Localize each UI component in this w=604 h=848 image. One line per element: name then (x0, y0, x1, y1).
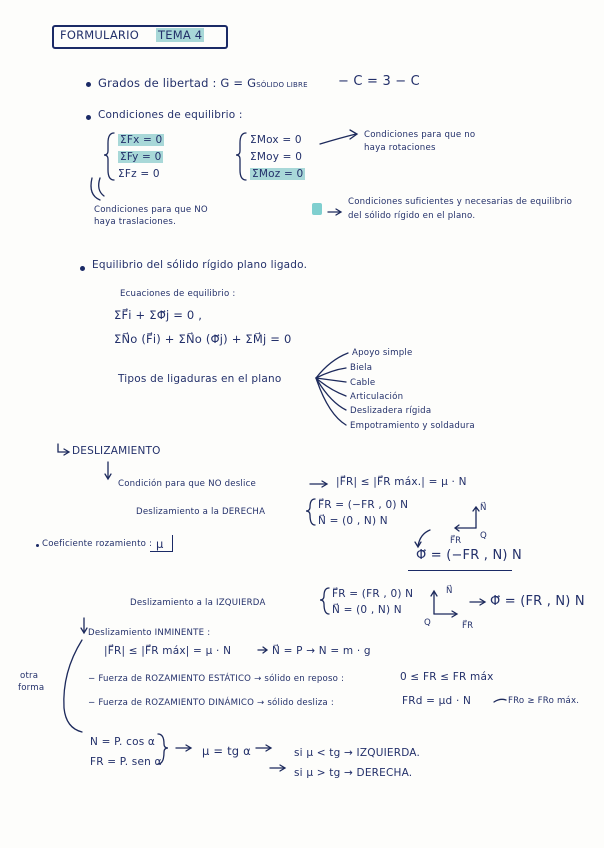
eq-fx-text: ΣFx = 0 (120, 134, 163, 146)
mu-tg: μ = tg α (202, 744, 251, 758)
axis-n-label-2: N⃗ (446, 586, 453, 596)
bullet (86, 115, 91, 120)
eq-moz-text: ΣMoz = 0 (252, 168, 304, 180)
desl-derecha: Deslizamiento a la DERECHA (136, 507, 266, 517)
der-fr: F⃗R = (−FR , 0) N (318, 499, 409, 511)
dinamico: − Fuerza de ROZAMIENTO DINÁMICO → sólido desliza : (88, 698, 334, 708)
eq-fy-text: ΣFy = 0 (120, 151, 162, 163)
coef-label: Coeficiente rozamiento : (42, 539, 153, 549)
estatico-eq: 0 ≤ FR ≤ FR máx (400, 671, 494, 683)
ecuaciones: Ecuaciones de equilibrio : (120, 289, 236, 299)
tipos: Tipos de ligaduras en el plano (118, 373, 282, 385)
forma: forma (18, 683, 45, 693)
lig-5: Empotramiento y soldadura (350, 421, 475, 431)
izq-fr: F⃗R = (FR , 0) N (332, 588, 414, 600)
lig-3: Articulación (350, 392, 404, 402)
inm-eq: |F⃗R| ≤ |F⃗R máx| = μ · N (104, 645, 232, 657)
axis-fr-label: F⃗R (450, 536, 462, 546)
dinamico-eq: FRd = μd · N (402, 695, 472, 707)
no-tras: Condiciones para que NO (94, 205, 208, 215)
eq-mox: ΣMox = 0 (250, 134, 302, 146)
der-n: N⃗ = (0 , N) N (318, 515, 388, 527)
subtitle (156, 28, 204, 42)
si-derecha: si μ > tg → DERECHA. (294, 767, 413, 779)
lig-4: Deslizadera rígida (350, 406, 432, 416)
lig-1: Biela (350, 363, 373, 373)
izq-n: N⃗ = (0 , N) N (332, 604, 402, 616)
highlight-mark (312, 203, 322, 215)
sec2-title: Equilibrio del sólido rígido plano ligado. (92, 259, 308, 271)
inminente: Deslizamiento INMINENTE : (88, 628, 211, 638)
suficientes: Condiciones suficientes y necesarias de equilibrio (348, 197, 573, 207)
grados-text (98, 76, 308, 90)
eq-fy (118, 151, 163, 163)
mu-box (150, 535, 173, 552)
suficientes2: del sólido rígido en el plano. (348, 211, 476, 221)
sec3-title: DESLIZAMIENTO (72, 445, 161, 457)
eq-fz: ΣFz = 0 (118, 168, 160, 180)
n-eq: N = P. cos α (90, 736, 156, 748)
eq-fx (118, 134, 164, 146)
lig-0: Apoyo simple (352, 348, 413, 358)
eq-moz (250, 168, 305, 180)
phi-underline (408, 544, 512, 571)
title: FORMULARIO (60, 28, 139, 42)
grados-sub: SÓLIDO LIBRE (256, 81, 308, 89)
axis-n-label: N⃗ (480, 503, 487, 513)
bullet (80, 266, 85, 271)
bullet (86, 82, 91, 87)
fr-eq: FR = P. sen α (90, 756, 162, 768)
phi-derecha: Φ⃗ = (−FR , N) N (416, 548, 522, 563)
estatico-text: Fuerza de ROZAMIENTO ESTÁTICO (98, 674, 252, 684)
dinamico-text: Fuerza de ROZAMIENTO DINÁMICO (98, 698, 255, 708)
axis-q-label: Q (480, 531, 487, 541)
grados-eq: − C = 3 − C (338, 74, 420, 89)
eq-moy: ΣMoy = 0 (250, 151, 303, 163)
no-rot2: haya rotaciones (364, 143, 436, 153)
estatico: − Fuerza de ROZAMIENTO ESTÁTICO → sólido en reposo : (88, 674, 345, 684)
estatico-cond: sólido en reposo : (264, 674, 345, 684)
inm-n: N⃗ = P → N = m · g (272, 645, 371, 657)
bullet (36, 544, 39, 547)
axis-q-label-2: Q (424, 618, 431, 628)
phi-izquierda: Φ⃗ = (FR , N) N (490, 594, 585, 609)
eq2: ΣN⃗o (F⃗i) + ΣN⃗o (Φ⃗j) + ΣM⃗j = 0 (114, 332, 292, 346)
no-rot: Condiciones para que no (364, 130, 476, 140)
dinamico-cond: sólido desliza : (267, 698, 334, 708)
grados-label: Grados de libertad : G = G (98, 76, 257, 90)
no-desl: Condición para que NO deslice (118, 479, 257, 489)
si-izquierda: si μ < tg → IZQUIERDA. (294, 747, 421, 759)
lig-2: Cable (350, 378, 376, 388)
desl-izquierda: Deslizamiento a la IZQUIERDA (130, 598, 266, 608)
otra: otra (20, 671, 39, 681)
no-desl-eq: |F⃗R| ≤ |F⃗R máx.| = μ · N (336, 476, 467, 488)
axis-fr-label-2: F⃗R (462, 621, 474, 631)
dinamico-cmp: FRo ≥ FRo máx. (508, 696, 580, 706)
cond-eq: Condiciones de equilibrio : (98, 109, 243, 121)
no-tras2: haya traslaciones. (94, 217, 177, 227)
eq1: ΣF⃗i + ΣΦ⃗j = 0 , (114, 308, 203, 322)
mu-symbol: μ (156, 537, 164, 551)
subtitle-text: TEMA 4 (158, 28, 203, 42)
